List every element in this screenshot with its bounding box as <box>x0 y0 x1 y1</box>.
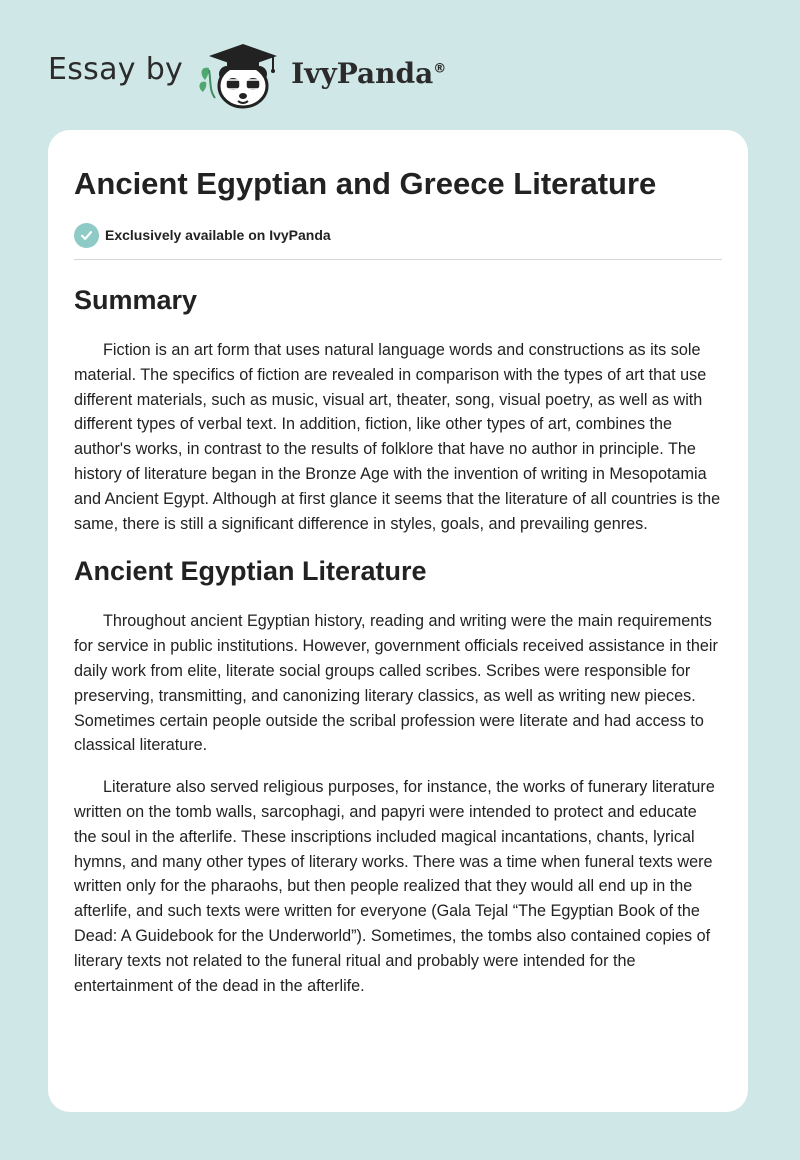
paragraph: Fiction is an art form that uses natural language words and constructions as its sole material. The specifics of fiction are revealed in comparison with the types of art that use different materials, such as music, visual art, theater, song, visual poetry, as well as with different types of verbal text. In addition, fiction, like other types of art, combines the author's works, in contrast to the results of folklore that have no author in principle. The history of literature began in the Bronze Age with the invention of writing in Mesopotamia and Ancient Egypt. Although at first glance it seems that the literature of all countries is the same, there is still a significant difference in styles, goals, and prevailing genres. <box>74 341 721 533</box>
page-title: Ancient Egyptian and Greece Literature <box>74 166 657 201</box>
paragraph: Throughout ancient Egyptian history, reading and writing were the main requirements for service in public institutions. However, government officials received assistance in their daily work from elite, literate social groups called scribes. Scribes were responsible for preserving, transmitting, and canonizing literary classics, as well as writing new pieces. Sometimes certain people outside the scribal profession were literate and had access to classical literature. <box>74 612 718 755</box>
section-ancient-egyptian-literature <box>74 554 722 998</box>
exclusive-text: Exclusively available on IvyPanda <box>105 227 331 243</box>
section-summary <box>74 283 722 536</box>
divider <box>74 259 722 260</box>
section-heading: Summary <box>74 285 198 315</box>
brand-prefix: Essay by <box>48 51 184 87</box>
brand-logo[interactable] <box>48 34 446 110</box>
panda-logo-icon <box>197 34 289 110</box>
exclusive-badge <box>74 222 722 248</box>
check-circle-icon <box>74 223 99 248</box>
paragraph: Literature also served religious purposes, for instance, the works of funerary literature written on the tomb walls, sarcophagi, and papyri were intended to protect and educate the soul in the afterlife. These inscriptions included magical incantations, chants, lyrical hymns, and many other types of literary works. There was a time when funeral texts were written only for the pharaohs, but then people realized that they would all end up in the afterlife, and such texts were written for everyone (Gala Tejal “The Egyptian Book of the Dead: A Guidebook for the Underworld”). Sometimes, the tombs also contained copies of literary texts not related to the funeral ritual and probably were intended for the entertainment of the dead in the afterlife. <box>74 778 715 995</box>
section-heading: Ancient Egyptian Literature <box>74 556 427 587</box>
essay-card <box>48 130 748 1112</box>
brand-name: IvyPanda® <box>291 56 447 90</box>
